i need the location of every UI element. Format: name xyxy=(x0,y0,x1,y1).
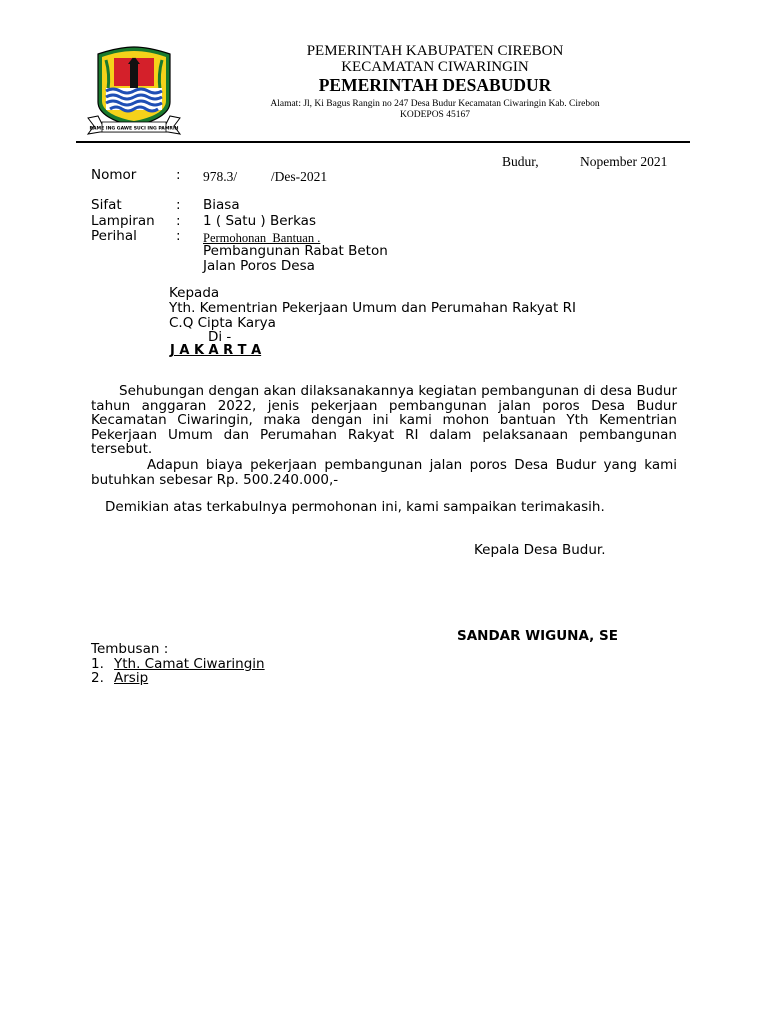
letterhead-government: PEMERINTAH KABUPATEN CIREBON xyxy=(306,43,564,59)
recipient-city: J A K A R T A xyxy=(170,343,262,358)
lampiran-label: Lampiran xyxy=(91,213,155,229)
perihal-line2: Pembangunan Rabat Beton xyxy=(203,243,388,259)
tembusan-item: Yth. Camat Ciwaringin xyxy=(114,656,265,672)
nomor-value: 978.3/ /Des-2021 xyxy=(203,169,328,184)
tembusan-label: Tembusan : xyxy=(91,641,169,657)
letterhead-district: KECAMATAN CIWARINGIN xyxy=(341,59,529,75)
body-paragraph-1: Sehubungan dengan akan dilaksanakannya kegiatan pembangunan di desa Budur tahun anggaran 2022, jenis pekerjaan pembangunan jalan poros Desa Budur Kecamatan Ciwaringin, maka dengan ini kami mohon bantuan Yth Kementrian Pekerjaan Umum dan Perumahan Rakyat RI dalam pelaksanaan pembangunan tersebut. xyxy=(91,383,677,458)
recipient-di: Di - xyxy=(208,329,232,345)
signature-title: Kepala Desa Budur. xyxy=(474,542,606,558)
sifat-label: Sifat xyxy=(91,197,122,213)
recipient-name: Yth. Kementrian Pekerjaan Umum dan Perumahan Rakyat RI xyxy=(169,300,576,316)
lampiran-value: 1 ( Satu ) Berkas xyxy=(203,213,316,229)
tembusan-item-number: 1. xyxy=(91,656,104,672)
letterhead-village: PEMERINTAH DESABUDUR xyxy=(318,75,552,95)
signature-name: SANDAR WIGUNA, SE xyxy=(457,628,618,644)
date-value: Nopember 2021 xyxy=(580,154,668,169)
tembusan-item: Arsip xyxy=(114,670,149,686)
svg-text:RAME ING GAWE SUCI ING PAMRIH: RAME ING GAWE SUCI ING PAMRIH xyxy=(89,126,179,132)
lampiran-colon: : xyxy=(176,213,181,229)
recipient-cq: C.Q Cipta Karya xyxy=(169,315,276,331)
sifat-value: Biasa xyxy=(203,197,240,213)
letterhead-postal-code: KODEPOS 45167 xyxy=(400,110,470,120)
perihal-label: Perihal xyxy=(91,228,137,244)
nomor-colon: : xyxy=(176,167,181,183)
tembusan-item-number: 2. xyxy=(91,670,104,686)
perihal-value: Permohonan Bantuan . xyxy=(203,231,321,245)
nomor-label: Nomor xyxy=(91,167,137,183)
letterhead-address: Alamat: Jl, Ki Bagus Rangin no 247 Desa Budur Kecamatan Ciwaringin Kab. Cirebon xyxy=(270,99,600,109)
kabupaten-cirebon-emblem xyxy=(84,44,184,136)
recipient-kepada: Kepada xyxy=(169,285,220,301)
perihal-colon: : xyxy=(176,228,181,244)
date-place: Budur, xyxy=(502,154,539,169)
body-paragraph-2: Adapun biaya pekerjaan pembangunan jalan poros Desa Budur yang kami butuhkan sebesar Rp. 500.240.000,- xyxy=(91,457,677,488)
closing-sentence: Demikian atas terkabulnya permohonan ini, kami sampaikan terimakasih. xyxy=(105,499,605,515)
letterhead-divider xyxy=(76,141,690,143)
sifat-colon: : xyxy=(176,197,181,213)
perihal-line3: Jalan Poros Desa xyxy=(203,258,315,274)
